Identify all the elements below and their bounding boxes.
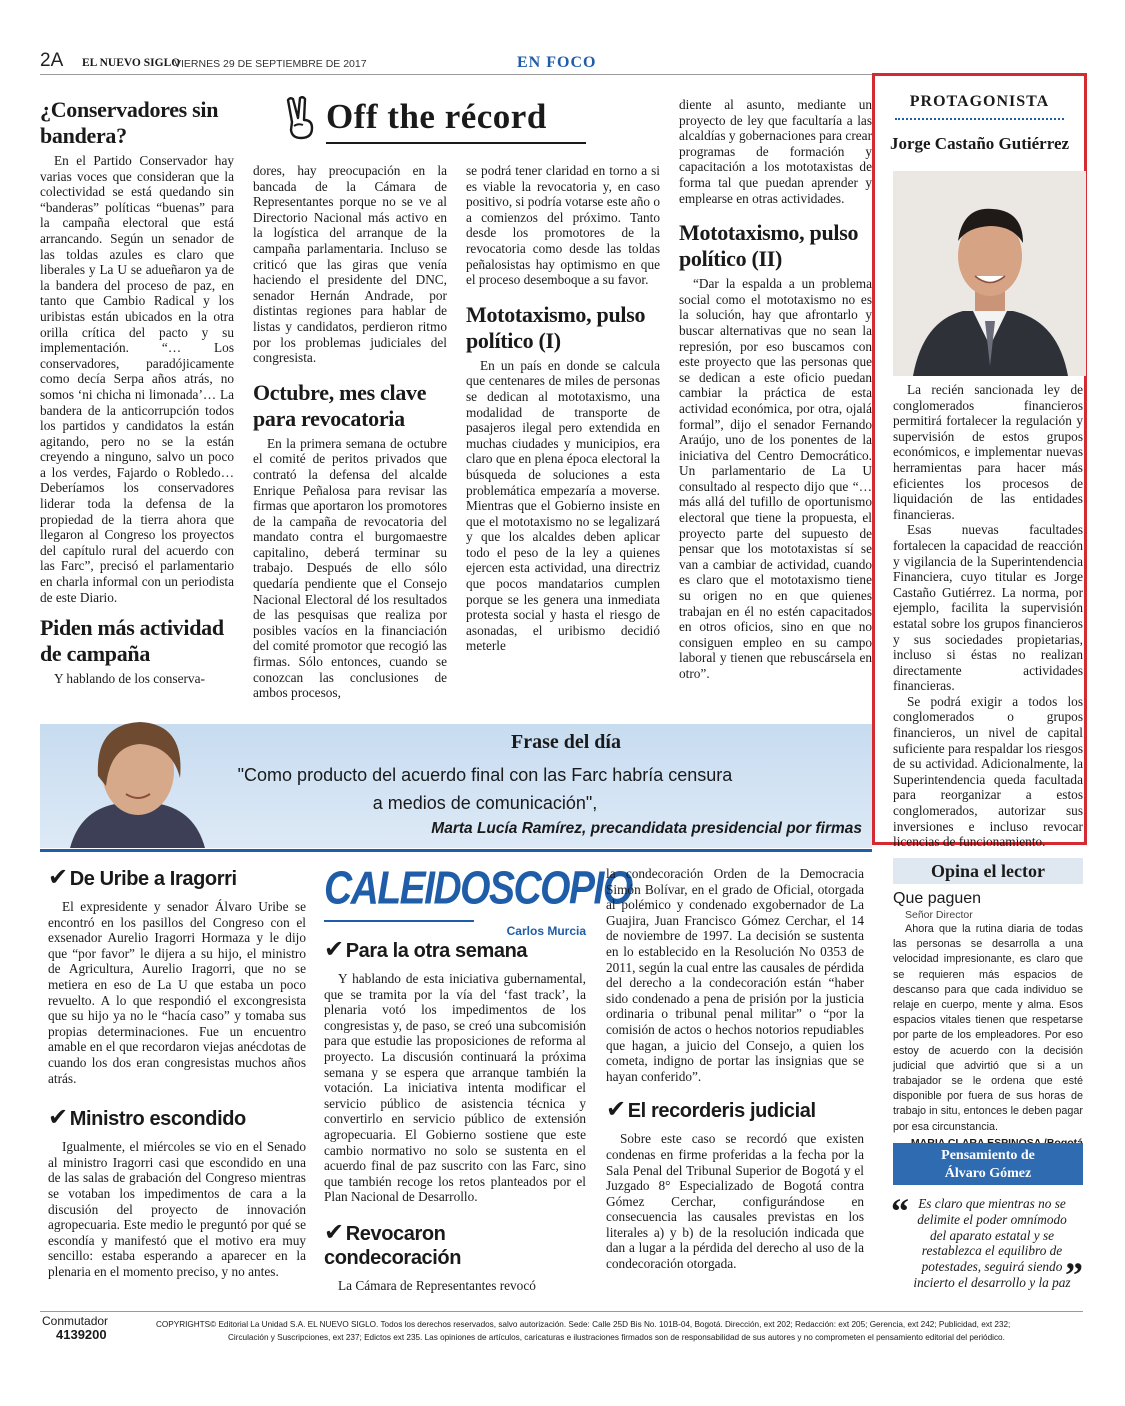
headline-mototaxismo-2: Mototaxismo, pulso político (II) [679, 220, 859, 272]
opina-header [893, 858, 1083, 884]
article-text: En un país en donde se calcula que centenares de miles de personas se dedican al mototaxismo, una modalidad de transporte de pasajeros ilegal pero extendida en muchas ciudades y municipios, era claro que en plena época electoral la búsqueda de soluciones a esta problemática empezaría a moverse. Mientras que el Gobierno insiste en que el mototaxismo no se legalizará y que los alcaldes deben aplicar todo el peso de la ley a quienes ejercen esta actividad, una directriz que pocos mandatarios cumplen porque se les genera una inmediata protesta social y hasta el riesgo de asonadas, el uribismo decidió meterle [466, 357, 660, 654]
article-text: Igualmente, el miércoles se vio en el Senado al ministro Iragorri casi que escondido en una de las salas de grabación del Congreso mientras se votaban los impedimentos de cara a la discusión del proyecto de innovación agropecuaria. Este medio le preguntó por qué se escondía y manifestó que el motivo era muy sencillo: estaba esperando a aparecer en la plenaria en el momento preciso, y no antes. [48, 1139, 306, 1279]
footer-copyright: COPYRIGHTS© Editorial La Unidad S.A. EL NUEVO SIGLO. Todos los derechos reservados, salvo autorización. Sede: Calle 25D Bis No. 101B-04, Bogotá. Dirección, ext 202; Redacción: ext 205; Gerencia, ext 242; Publicidad, ext 232; [156, 1320, 1011, 1329]
pensamiento-quote-box [891, 1191, 1083, 1295]
otr-title-underline [326, 142, 586, 144]
subhead-recorderis [606, 1098, 864, 1123]
open-quote-icon: “ [891, 1191, 909, 1231]
column-author: Carlos Murcia [506, 924, 586, 938]
opina-title: Opina el lector [931, 861, 1045, 881]
check-icon: ✔ [324, 936, 344, 963]
check-icon: ✔ [48, 864, 68, 891]
pensamiento-quote: Es claro que mientras no se delimite el poder omnímodo del aparato estatal y se restablezca el equilibro de potestades, seguirá siendo incierto el desarrollo y la paz [913, 1196, 1071, 1290]
caleido-col1 [48, 866, 306, 1279]
frase-quote-line1: "Como producto del acuerdo final con las Farc habría censura [237, 765, 733, 785]
otr-col3 [466, 163, 660, 654]
check-icon: ✔ [324, 1218, 344, 1246]
subhead-text: Ministro escondido [69, 1108, 246, 1131]
masthead-name: EL NUEVO SIGLO [82, 57, 181, 69]
article-text: En el Partido Conservador hay varias voces que consideran que la colectividad se está quedando sin “banderas” políticas “buenas” para la campaña electoral que está arrancando. Según un senador de las toldas azules es claro que liberales y La U se adueñaron ya de la bandera del proceso de paz, en tanto que Cambio Radical y los uribistas están ubicados en la otra orilla crítica del pacto y su implementación. “… Los conservadores, paradójicamente como decía Serpa años atrás, no somos ‘ni chicha ni limonada’… La bandera de la anticorrupción todos los partidos y candidatos la están agitando, pero no se la están creyendo a ninguno, salvo un poco a los verdes, Fajardo o Robledo… Deberíamos los conservadores liderar toda la defensa de la propiedad de la tierra ahora que llegaron al Congreso los proyectos del capítulo rural del acuerdo con las Farc”, precisó el parlamentario en charla informal con un periodista de este Diario. [40, 153, 234, 605]
switchboard-number: 4139200 [56, 1327, 107, 1342]
protagonista-box [872, 73, 1087, 850]
article-text: dores, hay preocupación en la bancada de la Cámara de Representantes porque no se ve al Directorio Nacional más activo en la logística del arranque de la campaña parlamentaria. Incluso se criticó que las giras que venía haciendo el presidente del DNC, senador Hernán Andrade, por distintas regiones para hablar de listas y candidatos, perdieron ritmo por los problemas judiciales del congresista. [253, 163, 447, 366]
letter-salutation: Señor Director [905, 909, 973, 921]
article-text: Y hablando de los conserva- [54, 671, 205, 687]
frase-quote-line2: a medios de comunicación", [372, 793, 598, 813]
frase-title: Frase del día [511, 731, 621, 753]
protagonista-text [893, 382, 1083, 850]
frase-del-dia-box [40, 724, 872, 848]
header-date: VIERNES 29 DE SEPTIEMBRE DE 2017 [174, 58, 367, 70]
subhead-uribe-iragorri [48, 866, 306, 891]
headline-piden-actividad: Piden más actividad de campaña [40, 615, 224, 667]
opina-box [893, 890, 1083, 1149]
otr-col1 [40, 97, 234, 687]
footer-rule [40, 1311, 1083, 1312]
victory-hand-icon [284, 96, 318, 140]
otr-col2 [253, 163, 447, 701]
pensamiento-title-1: Pensamiento de [941, 1148, 1035, 1163]
letter-body: Ahora que la rutina diaria de todas las personas se desarrolla a una velocidad impresionante, es claro que se requieren más espacios de descanso para que cada individuo se relaje en cuerpo, mente y alma. Esos espacios vitales tienen que respetarse por parte de los empleadores. Por eso estoy de acuerdo con la decisión judicial que advirtió que si a un trabajador se le ordena que esté disponible por fuera de sus horas de trabajo in situ, entonces le deben pagar por esa circunstancia. [893, 923, 1083, 1133]
pensamiento-title-2: Álvaro Gómez [944, 1166, 1032, 1181]
headline-conservadores: ¿Conservadores sin bandera? [40, 97, 219, 148]
frase-author: Marta Lucía Ramírez, precandidata presidencial por firmas [431, 820, 862, 837]
otr-col4 [679, 97, 872, 682]
check-icon: ✔ [48, 1104, 68, 1132]
protagonista-paragraph: Se podrá exigir a todos los conglomerados o grupos financieros, un nivel de capital suficiente para respaldar los riesgos de su actividad. Adicionalmente, la Superintendencia queda facultada para reorganizar a estos conglomerados, autorizar sus inversiones e incluso revocar licencias de funcionamiento. [893, 693, 1083, 850]
article-text: Y hablando de esta iniciativa gubernamental, que se tramita por la vía del ‘fast track’, la plenaria votó los impedimentos de los congresistas y, de paso, se creó una subcomisión para que estudie las proposiciones de reforma al proyecto. La discusión continuará la próxima semana y se espera que arranque también la votación. La iniciativa intenta modificar el servicio público de asistencia técnica y convertirlo en servicio público de extensión agropecuaria. El Gobierno sostiene que este cambio normativo no solo se sustenta en el acuerdo final de paz suscrito con las Farc, sino que también recoge los retos planteados por el Plan Nacional de Desarrollo. [324, 971, 586, 1205]
dotted-divider [895, 118, 1064, 120]
protagonista-photo [893, 171, 1086, 376]
section-title: EN FOCO [517, 54, 597, 71]
protagonista-name: Jorge Castaño Gutiérrez [889, 134, 1070, 153]
article-text: “Dar la espalda a un problema social como el mototaxismo no es la solución, hay que afrontarlo y buscar alternativas que no sean la represión, por eso buscamos con este proyecto que las personas que se dedican a este oficio puedan cambiar la práctica de esta actividad económica, por otra, ojalá formal”, dijo el senador Fernando Araújo, uno de los ponentes de la iniciativa del Centro Democrático. Un parlamentario de La U consultado al respecto dijo que “… más allá del tufillo de oportunismo electoral que tiene la propuesta, el proyecto parte del supuesto de pensar que los mototaxistas sí se van a cambiar de actividad, cuando es claro que el mototaxismo tiene su origen no en que quienes trabajan en él no estén capacitados en otros oficios, sino en que no consiguen empleo en su campo laboral y tienen que rebuscársela en otro”. [679, 276, 872, 681]
subhead-revocaron [324, 1218, 586, 1270]
protagonista-label: PROTAGONISTA [909, 93, 1050, 110]
headline-octubre: Octubre, mes clave para revocatoria [253, 379, 427, 431]
pensamiento-header [893, 1143, 1083, 1185]
subhead-text: De Uribe a Iragorri [69, 868, 237, 890]
article-text: Sobre este caso se recordó que existen condenas en firme proferidas a la fecha por la Sala Penal del Tribunal Superior de Bogotá y el Juzgado 8° Especializado de Bogotá contra Gómez Cerchar, configurándose en consecuencia las causales previstas en los literales a) y b) de la resolución indicada que dan a lugar a la pérdida del derecho al uso de la condecoración otorgada. [606, 1131, 864, 1272]
subhead-text: Para la otra semana [345, 940, 528, 962]
subhead-ministro-escondido [48, 1106, 306, 1131]
article-text: diente al asunto, mediante un proyecto de ley que facultaría a las alcaldías y gobernaciones para crear programas de formación y capacitación a los mototaxistas de forma tal que puedan aprender y emplearse en otras actividades. [679, 97, 872, 206]
switchboard-label: Conmutador [42, 1314, 109, 1328]
otr-title: Off the récord [326, 97, 547, 136]
protagonista-paragraph: Esas nuevas facultades fortalecen la capacidad de reacción y vigilancia de la Superintendencia Financiera, cuyo titular es Jorge Castaño Gutiérrez. La norma, por ejemplo, facilita la supervisión estatal sobre los grupos financieros y sus sociedades propietarias, incluso si éstas no realizan directamente actividades financieras. [893, 522, 1083, 694]
frase-bottom-rule [40, 849, 872, 852]
article-text: En la primera semana de octubre el comité de peritos privados que contrató la defensa del alcalde Enrique Peñalosa para revisar las firmas que aportaron los promotores de la campaña de revocatoria del mandato contra el burgomaestre capitalino, deberá terminar su trabajo. Después de ello sólo quedaría pendiente que el Consejo Nacional Electoral dé los resultados de las pesquisas que realiza por posibles vacíos en la financiación del comité promotor que recogió las firmas. Sólo entonces, cuando se conozcan las conclusiones de ambos procesos, [253, 435, 447, 701]
subhead-otra-semana [324, 938, 586, 963]
caleido-col3 [606, 866, 864, 1272]
article-text: El expresidente y senador Álvaro Uribe se encontró en los pasillos del Congreso con el exsenador Aurelio Iragorri Hormaza y le dijo que “por favor” le dijera a su hijo, el ministro de Agricultura, Aurelio Iragorri, que no se metiera en eso de La U que estaba un poco revuelto. A lo que respondió el excongresista que su hijo ya no le “hacía caso” y tomaba sus propias determinaciones. Fue un encuentro amable en el que recordaron viejas anécdotas de cuando los dos eran congresistas muchos años atrás. [48, 899, 306, 1086]
article-text: La Cámara de Representantes revocó [338, 1277, 536, 1293]
caleidoscopio-logo: CALEIDOSCOPIO [324, 863, 632, 914]
headline-mototaxismo-1: Mototaxismo, pulso político (I) [466, 301, 646, 353]
otr-title-block [284, 96, 614, 144]
logo-underline [324, 920, 474, 922]
check-icon: ✔ [606, 1096, 626, 1124]
caleido-col2 [324, 862, 632, 1294]
page-number: 2A [40, 50, 64, 71]
subhead-text: Revocaron condecoración [324, 1222, 462, 1269]
letter-headline: Que paguen [893, 890, 982, 907]
article-text: la condecoración Orden de la Democracia Simón Bolívar, en el grado de Oficial, otorgada al polémico y condenado exgobernador de La Guajira, Juan Francisco Gómez Cerchar, el 14 de noviembre de 1997. La decisión se sustenta en lo establecido en la Resolución No 0353 de 2011, según la cual entre las causales de pérdida del derecho a la condecoración están “haber sido condenado a pena de prisión por la justicia ordinaria o tribunal penal militar” o “por la comisión de actos o hechos notorios repudiables que hagan, a juicio del Consejo, a quien los cometa, indigno de portar las insignias que se hayan conferido”. [606, 866, 864, 1084]
protagonista-paragraph: La recién sancionada ley de conglomerados financieros permitirá fortalecer la regulación y supervisión de estos grupos económicos, e implementar nuevas herramientas para hacer más eficientes los procesos de liquidación de las entidades financieras. [893, 382, 1083, 522]
article-text: se podrá tener claridad en torno a si es viable la revocatoria y, en caso positivo, si podría votarse este año o a comienzos del próximo. Tanto desde los promotores de la revocatoria como desde las toldas peñalosistas hay optimismo en que el proceso desemboque a su favor. [466, 163, 660, 288]
close-quote-icon: ” [1065, 1255, 1083, 1295]
footer-disclaimer: Circulación y Suscripciones, ext 237; Edictos ext 235. Las opiniones de artículos, caricaturas e ilustraciones firmados son de responsabilidad de sus autores y no comprometen el pensamiento editorial del periódico. [228, 1333, 1005, 1342]
subhead-text: El recorderis judicial [627, 1100, 816, 1123]
